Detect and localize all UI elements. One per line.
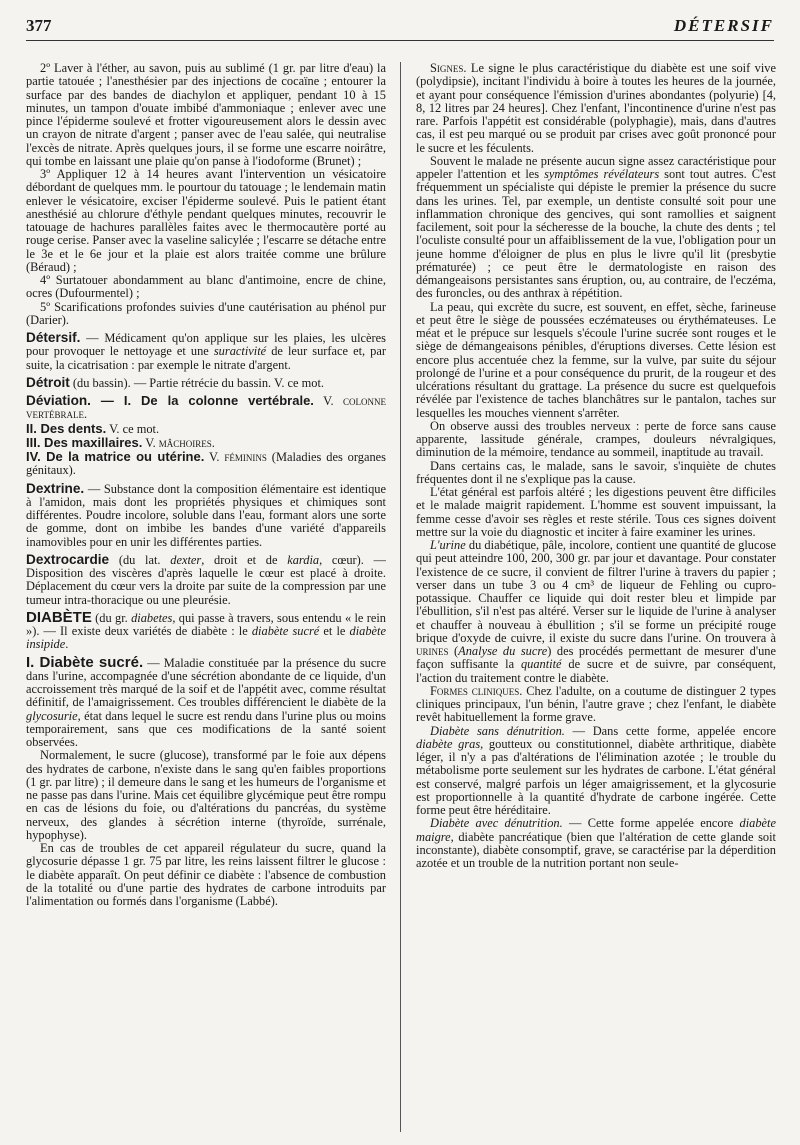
entry-diabete-sucre: I. Diabète sucré. — Maladie constituée par la présence du sucre dans l'urine, accompagnée d'une sécrétion abondante de ce liquide, d'un accroissement très marqué de la soif et de l'appétit avec, comme résultat définitif, de l'amaigrissement. Ces troubles différencient le diabète de la glycosurie, état dans lequel le sucre est rendu dans l'urine plus ou moins temporairement, sans que ces modifications de la santé soient observées. [26,653,386,749]
paragraph-formes-cliniques: Formes cliniques. Chez l'adulte, on a coutume de distinguer 2 types cliniques principaux, l'un bénin, l'autre grave ; chez l'enfant, le diabète revêt habituellement la forme grave. [416,683,776,725]
paragraph-2: 2º Laver à l'éther, au savon, puis au sublimé (1 gr. par litre d'eau) la partie tatouée ; l'anesthésier par des injections de cocaïne ; entourer la surface par des bandes de diachylon et appliquer, pendant 10 à 15 minutes, un tampon d'ouate imbibé d'ammoniaque ; enlever avec une pince l'épiderme soulevé et frotter vigoureusement alors le dessin avec un crayon de nitrate d'argent ; panser avec de l'eau salée, qui neutralise l'excès de nitrate. Après quelques jours, il se forme une escarre noirâtre, qui tombe en laissant une plaie qu'on panse à l'iodoforme (Brunet) ; [26,62,386,168]
deviation-iv: IV. De la matrice ou utérine. V. féminins (Maladies des organes génitaux). [26,449,386,478]
page-number: 377 [26,16,52,35]
left-column [26,62,386,1137]
entry-detroit: Détroit (du bassin). — Partie rétrécie du bassin. V. ce mot. [26,374,324,390]
entry-diabete: DIABÈTE (du gr. diabetes, qui passe à travers, sous entendu « le rein »). — Il existe deux variétés de diabète : le diabète sucré et le diabète insipide. [26,608,386,652]
section-formes-cliniques: Formes cliniques. [430,683,523,698]
subsection-sans-denutrition: Diabète sans dénutrition. [430,723,565,738]
headword-dextrocardie: Dextrocardie [26,551,110,567]
paragraph-urine: L'urine du diabétique, pâle, incolore, contient une quantité de glucose qui peut atteindre 100, 200, 300 gr. par jour et davantage. Pour constater l'existence de ce sucre, il convient de filtrer l'urine à travers du papier ; verser dans un tube 3 ou 4 cm³ de liqueur de Fehling ou cupro-potassique. Chauffer ce liquide qui doit rester bleu et limpide par l'ébullition, s'il n'est pas altéré. Verser sur le liquide de l'urine à analyser et chauffer à nouveau à ébullition ; s'il se forme un précipité rouge brique d'oxyde de cuivre, il existe du sucre dans l'urine. On trouvera à urines (Analyse du sucre) des procédés permettant de mesurer d'une façon suffisante la quantité de sucre et de suivre, par conséquent, l'action du traitement contre le diabète. [416,538,776,685]
page-header [26,10,774,41]
headword-diabete-sucre: I. Diabète sucré. [26,653,144,671]
subsection-avec-denutrition: Diabète avec dénutrition. [430,816,563,831]
paragraph-peau: La peau, qui excrète du sucre, est souvent, en effet, sèche, farineuse et peut être le siège de poussées eczémateuses ou érythémateuses. Le méat et le prépuce sur lesquels s'écoule l'urine sucrée sont rouges et le siège de démangeaisons pénibles, d'éruptions diverses. Cette lésion est encore plus accentuée chez la femme, sur la vulve, par suite du séjour prolongé de l'urine et a pour conséquence du prurit, de la rougeur et des ulcérations résultant du grattage. La présence du sucre est quelquefois révélée par l'existence de taches blanchâtres sur le pantalon, taches sur lesquelles les mouches viennent s'arrêter. [416,299,776,420]
entry-dextrine: Dextrine. — Substance dont la composition élémentaire est identique à l'amidon, mais dont les propriétés physiques et chimiques sont différentes. Poudre incolore, soluble dans l'eau, formant alors une sorte de gomme, dont on imbibe les bandes d'une variété d'appareils inamovibles pour en unir les différentes parties. [26,480,386,549]
paragraph-avec-denutrition: Diabète avec dénutrition. — Cette forme appelée encore diabète maigre, diabète pancréatique (bien que l'altération de cette glande soit inconstante), diabète consomptif, grave, se caractérise par la déperdition azotée et un trouble de la nutrition portant non seule- [416,816,776,870]
deviation-ii: II. Des dents. V. ce mot. [26,420,160,436]
right-column [416,62,776,1137]
section-signes: Signes. [430,62,467,75]
entry-dextrocardie: Dextrocardie (du lat. dexter, droit et de kardia, cœur). — Disposition des viscères d'après laquelle le cœur est placé à droite. Déplacement du cœur vers la droite par suite de la compression par une tumeur intra-thoracique ou une pleurésie. [26,551,386,607]
paragraph-5: 5º Scarifications profondes suivies d'une cautérisation au phénol pur (Darier). [26,299,386,327]
headword-dextrine: Dextrine. [26,480,85,496]
headword-diabete: DIABÈTE [26,608,92,626]
running-head: DÉTERSIF [673,16,774,35]
paragraph-troubles: En cas de troubles de cet appareil régulateur du sucre, quand la glycosurie dépasse 1 gr. 75 par litre, les reins laissent filtrer le glucose : le diabète apparaît. On peut définir ce diabète : l'absence de combustion de la totalité ou d'une partie des hydrates de carbone introduits par l'alimentation ou formés dans l'organisme (Labbé). [26,841,386,908]
headword-detersif: Détersif. [26,330,81,345]
paragraph-souvent: Souvent le malade ne présente aucun signe assez caractéristique pour appeler l'attention et les symptômes révélateurs sont tout autres. C'est fréquemment un spécialiste qui dépiste le premier la présence du sucre dans les urines. Tel, par exemple, un dentiste consulté soit pour une inflammation chronique des gencives, qui sont ramollies et saignent facilement, soit pour la sécheresse de la bouche, la chute des dents ; tel l'oculiste consulté pour un affaiblissement de la vue, l'obligation pour un jeune homme d'éloigner de plus en plus le livre qu'il lit (presbytie prématurée) ; ce peut être le dermatologiste en raison des démangeaisons persistantes sans éruption, ou, au contraire, de l'eczéma, des furoncles, ou des anthrax à répétition. [416,153,776,301]
deviation-iii: III. Des maxillaires. V. mâchoires. [26,434,215,450]
paragraph-sans-denutrition: Diabète sans dénutrition. — Dans cette forme, appelée encore diabète gras, goutteux ou constitutionnel, diabète arthritique, diabète léger, il n'y a pas d'altérations de l'élimination azotée ; le trouble du métabolisme porte seulement sur les hydrates de carbone. L'état général est conservé, malgré parfois un léger amaigrissement, et la glycosurie est proportionnelle à la quantité d'hydrate de carbone ingérée. Cette forme peut être héréditaire. [416,723,776,817]
paragraph-etat-general: L'état général est parfois altéré ; les digestions peuvent être difficiles et le malade maigrit rapidement. L'homme est souvent impuissant, la femme cesse d'avoir ses règles et reste stérile. Tous ces signes doivent mettre sur la voie du diagnostic et inciter à faire examiner les urines. [416,485,776,539]
entry-detersif: Détersif. — Médicament qu'on applique sur les plaies, les ulcères pour provoquer le nettoyage et une suractivité de leur surface et, par suite, la cicatrisation : par exemple le nitrate d'argent. [26,330,386,372]
paragraph-troubles-nerveux: On observe aussi des troubles nerveux : perte de force sans cause apparente, lassitude générale, crampes, douleurs névralgiques, diminution de la mémoire, tendance au sommeil, inaptitude au travail. [416,418,776,460]
paragraph-4: 4º Surtatouer abondamment au blanc d'antimoine, encre de chine, ocres (Dufourmentel) ; [26,273,386,301]
headword-detroit: Détroit [26,374,70,390]
paragraph-normalement: Normalement, le sucre (glucose), transformé par le foie aux dépens des hydrates de carbone, n'existe dans le sang qu'en faibles proportions (1 gr. par litre) ; il demeure dans le sang et les humeurs de l'organisme et ne passe pas dans l'urine. Mais cet équilibre glycémique peut être rompu en cas de lésions du foie, ou d'altérations du pancréas, du système nerveux, des glandes à sécrétion interne (thyroïde, surrénale, hypophyse). [26,748,386,842]
paragraph-3: 3º Appliquer 12 à 14 heures avant l'intervention un vésicatoire débordant de quelques mm. le pourtour du tatouage ; le lendemain matin enlever le vésicatoire, exciser l'épiderme soulevé. Puis le patient étant anesthésié au chlorure d'éthyle pendant quelques minutes, recouvrir le tatouage de hachures parallèles faites avec le thermocautère porté au rouge cerise. Panser avec la vaseline salicylée ; l'escarre se détache entre le 3e et le 6e jour et la plaie est alors traitée comme une brûlure (Béraud) ; [26,167,386,274]
paragraph-signes: Signes. Le signe le plus caractéristique du diabète est une soif vive (polydipsie), incitant l'individu à boire à toutes les heures de la journée, et ayant pour conséquence l'émission d'urines abondantes (polyurie) [4, 8, 12 litres par 24 heures]. Chez l'enfant, l'incontinence d'urine n'est pas rare. Parfois l'appétit est considérable (polyphagie), mais, dans d'autres cas, il est peu marqué ou se produit par crises avec goût prononcé pour le sucre et les féculents. [416,62,776,155]
column-divider [400,62,401,1132]
headword-deviation: Déviation. [26,393,91,408]
paragraph-chutes: Dans certains cas, le malade, sans le savoir, s'inquiète de chutes fréquentes dont il ne s'explique pas la cause. [416,458,776,486]
entry-deviation: Déviation. — I. De la colonne vertébrale. V. colonne vertébrale. [26,393,386,422]
